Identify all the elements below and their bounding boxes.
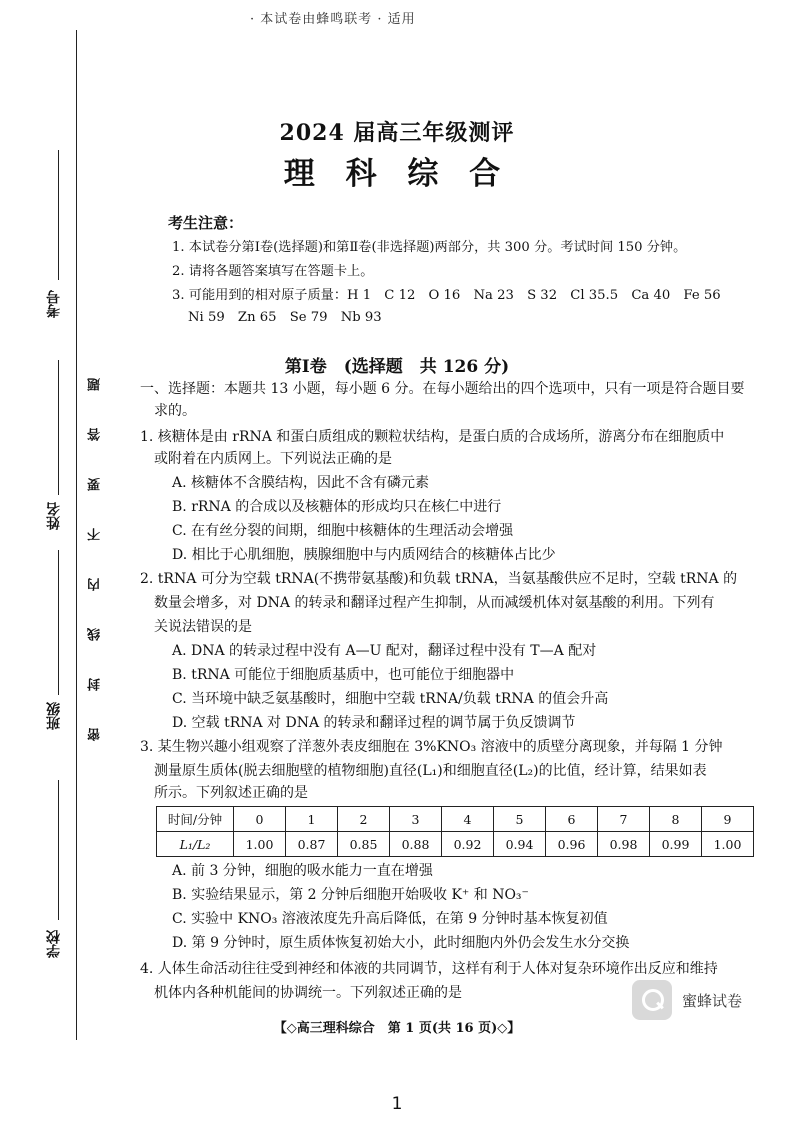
- seal-char: 封: [88, 678, 103, 691]
- table-cell: 2: [338, 807, 390, 832]
- exam-title: 2024 届高三年级测评: [279, 120, 515, 146]
- question-3-stem: 测量原生质体(脱去细胞壁的植物细胞)直径(L₁)和细胞直径(L₂)的比值，经计算，结果如表: [154, 763, 707, 779]
- question-2-stem: 2. tRNA 可分为空载 tRNA(不携带氨基酸)和负载 tRNA，当氨基酸供应不足时，空载 tRNA 的: [140, 571, 738, 587]
- section-title: 第Ⅰ卷 (选择题 共 126 分): [284, 357, 510, 377]
- section-intro: 求的。: [154, 403, 196, 419]
- name-label: 姓名: [46, 502, 62, 530]
- notice-line: 2. 请将各题答案填写在答题卡上。: [172, 264, 374, 279]
- class-label: 班级: [46, 702, 62, 730]
- question-4-stem: 4. 人体生命活动往往受到神经和体液的共同调节，这样有利于人体对复杂环境作出反应和维持: [140, 961, 718, 977]
- question-3-stem: 所示。下列叙述正确的是: [154, 785, 308, 801]
- option-b: B. rRNA 的合成以及核糖体的形成均只在核仁中进行: [172, 499, 502, 515]
- seal-char: 要: [88, 478, 103, 491]
- seal-char: 内: [88, 578, 103, 591]
- question-4-stem: 机体内各种机能间的协调统一。下列叙述正确的是: [154, 985, 462, 1001]
- seal-char: 密: [88, 728, 103, 741]
- section-intro: 一、选择题：本题共 13 小题，每小题 6 分。在每小题给出的四个选项中，只有一项是符合题目要: [140, 381, 745, 397]
- table-cell: 7: [598, 807, 650, 832]
- table-cell: 0.96: [546, 832, 598, 857]
- table-cell: 1: [286, 807, 338, 832]
- page-number: 1: [391, 1094, 403, 1114]
- table-cell: 8: [650, 807, 702, 832]
- table-cell: 4: [442, 807, 494, 832]
- watermark: [632, 980, 742, 1020]
- notice-heading: 考生注意：: [168, 214, 244, 232]
- table-row: [157, 832, 754, 857]
- name-blank: [58, 360, 59, 495]
- option-a: A. 核糖体不含膜结构，因此不含有磷元素: [172, 475, 430, 491]
- table-cell: 0.92: [442, 832, 494, 857]
- table-cell: 1.00: [702, 832, 754, 857]
- search-q-icon: [632, 980, 672, 1020]
- question-2-stem: 数量会增多，对 DNA 的转录和翻译过程产生抑制，从而减缓机体对氨基酸的利用。下列有: [154, 595, 715, 611]
- option-a: A. 前 3 分钟，细胞的吸水能力一直在增强: [172, 863, 433, 879]
- table-cell: 0.99: [650, 832, 702, 857]
- school-label: 学校: [46, 930, 62, 958]
- seal-char: 线: [88, 628, 103, 641]
- option-d: D. 相比于心肌细胞，胰腺细胞中与内质网结合的核糖体占比少: [172, 547, 556, 563]
- table-cell: 0.98: [598, 832, 650, 857]
- question-1-stem: 1. 核糖体是由 rRNA 和蛋白质组成的颗粒状结构，是蛋白质的合成场所，游离分布在细胞质中: [140, 429, 725, 445]
- seal-char: 题: [88, 378, 103, 391]
- notice-line: 1. 本试卷分第Ⅰ卷(选择题)和第Ⅱ卷(非选择题)两部分，共 300 分。考试时间 150 分钟。: [172, 240, 687, 255]
- school-blank: [58, 780, 59, 920]
- table-cell: 0: [234, 807, 286, 832]
- seal-char: 答: [88, 428, 103, 441]
- option-b: B. tRNA 可能位于细胞质基质中，也可能位于细胞器中: [172, 667, 515, 683]
- table-cell: 0.85: [338, 832, 390, 857]
- exam-no-label: 考号: [46, 290, 62, 318]
- page-footer: 【◇高三理科综合 第 1 页(共 16 页)◇】: [273, 1021, 521, 1036]
- subject-title: 理 科 综 合: [283, 156, 511, 192]
- option-c: C. 在有丝分裂的间期，细胞中核糖体的生理活动会增强: [172, 523, 514, 539]
- table-cell: 1.00: [234, 832, 286, 857]
- option-d: D. 空载 tRNA 对 DNA 的转录和翻译过程的调节属于负反馈调节: [172, 715, 576, 731]
- top-cut-text: · 本试卷由蜂鸣联考 · 适用: [250, 12, 416, 27]
- data-table: [156, 806, 754, 857]
- watermark-text: 蜜蜂试卷: [682, 991, 743, 1010]
- table-cell: 0.87: [286, 832, 338, 857]
- option-b: B. 实验结果显示，第 2 分钟后细胞开始吸收 K⁺ 和 NO₃⁻: [172, 887, 529, 903]
- table-cell: 9: [702, 807, 754, 832]
- table-header: 时间/分钟: [157, 807, 234, 832]
- question-1-stem: 或附着在内质网上。下列说法正确的是: [154, 451, 392, 467]
- table-row: [157, 807, 754, 832]
- notice-line: Ni 59 Zn 65 Se 79 Nb 93: [188, 310, 382, 325]
- question-2-stem: 关说法错误的是: [154, 619, 252, 635]
- seal-char: 不: [88, 528, 103, 541]
- table-cell: 5: [494, 807, 546, 832]
- option-a: A. DNA 的转录过程中没有 A—U 配对，翻译过程中没有 T—A 配对: [172, 643, 597, 659]
- table-cell: 0.94: [494, 832, 546, 857]
- question-3-stem: 3. 某生物兴趣小组观察了洋葱外表皮细胞在 3%KNO₃ 溶液中的质壁分离现象，并每隔 1 分钟: [140, 739, 723, 755]
- option-d: D. 第 9 分钟时，原生质体恢复初始大小，此时细胞内外仍会发生水分交换: [172, 935, 630, 951]
- option-c: C. 实验中 KNO₃ 溶液浓度先升高后降低，在第 9 分钟时基本恢复初值: [172, 911, 608, 927]
- table-cell: 6: [546, 807, 598, 832]
- notice-line: 3. 可能用到的相对原子质量：H 1 C 12 O 16 Na 23 S 32 Cl 35.5 Ca 40 Fe 56: [172, 288, 721, 303]
- table-cell: 0.88: [390, 832, 442, 857]
- table-row-label: L₁/L₂: [157, 832, 234, 857]
- option-c: C. 当环境中缺乏氨基酸时，细胞中空载 tRNA/负载 tRNA 的值会升高: [172, 691, 609, 707]
- table-cell: 3: [390, 807, 442, 832]
- class-blank: [58, 550, 59, 695]
